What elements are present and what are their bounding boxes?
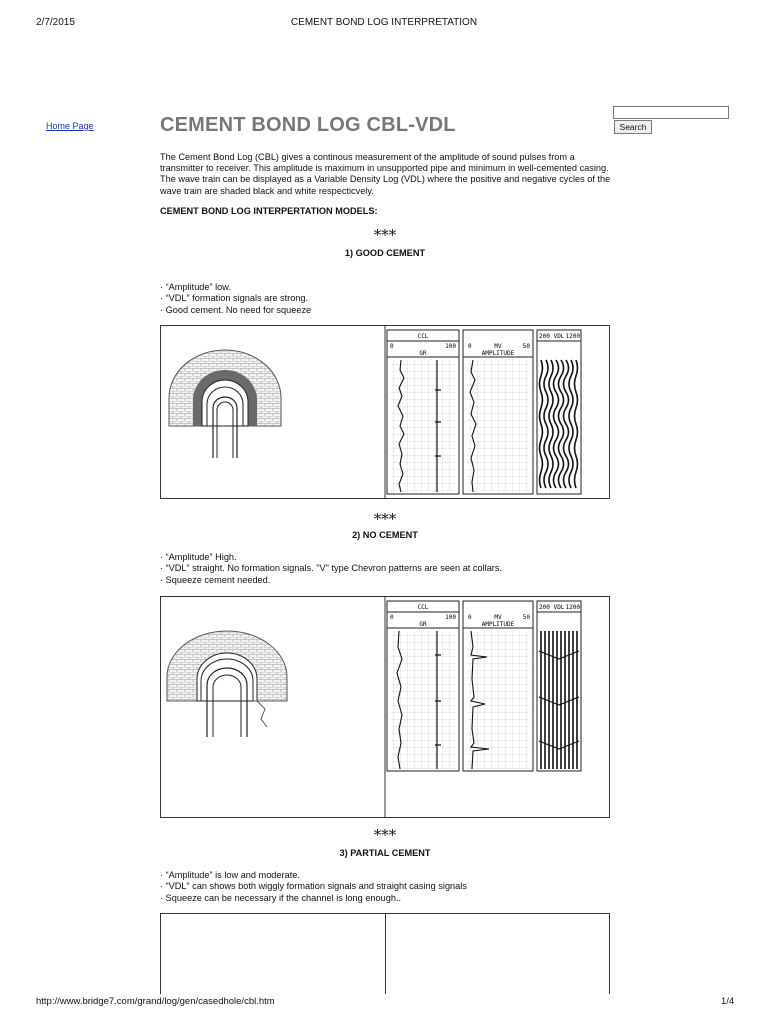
figure-no-cement [160, 596, 610, 818]
log-label-amplitude: AMPLITUDE [481, 350, 515, 357]
section-title-good-cement: 1) GOOD CEMENT [344, 248, 426, 258]
log-label-mv-max: 50 [522, 343, 530, 350]
log-label-gr-max: 100 [445, 343, 456, 350]
log-label-gr: GR [419, 621, 427, 628]
section-separator: *** [373, 826, 397, 844]
section-title-no-cement: 2) NO CEMENT [352, 530, 418, 540]
log-panel-good-cement [387, 330, 581, 494]
intro-paragraph: The Cement Bond Log (CBL) gives a continous measurement of the amplitude of sound pulses from a transmitter to receiver. This amplitude is maximum in unsupported pipe and minimum in well-cemented casing. The wave train can be displayed as a Variable Density Log (VDL) where the positive and negative cycles of the wave train are shaded black and white respecticvely. [160, 152, 611, 196]
bullet-item: · “Amplitude” is low and moderate. [160, 870, 300, 880]
log-label-gr-min: 0 [390, 343, 394, 350]
log-label-vdl: VDL [553, 333, 565, 340]
log-label-vdl-max: 1200 [565, 604, 580, 611]
bullet-item: · “VDL” straight. No formation signals. "V" type Chevron patterns are seen at collars. [160, 563, 503, 574]
log-label-ccl: CCL [417, 333, 429, 340]
log-label-mv-min: 0 [468, 343, 472, 350]
log-label-mv: MV [494, 614, 502, 621]
bullet-item: · “VDL” formation signals are strong. [160, 293, 309, 304]
figure-divider [385, 914, 386, 994]
figure-good-cement [160, 325, 610, 499]
header-date: 2/7/2015 [36, 17, 75, 28]
log-panel-no-cement [387, 601, 581, 771]
page-title: CEMENT BOND LOG CBL-VDL [160, 114, 456, 136]
bullet-item: · “Amplitude” High. [160, 552, 237, 562]
section-title-partial-cement: 3) PARTIAL CEMENT [339, 848, 431, 858]
bullet-item: · “Amplitude” low. [160, 282, 231, 292]
log-label-vdl-min: 200 [539, 333, 550, 340]
log-label-gr-min: 0 [390, 614, 394, 621]
footer-url: http://www.bridge7.com/grand/log/gen/casedhole/cbl.htm [36, 996, 275, 1007]
log-label-vdl-max: 1200 [565, 333, 580, 340]
log-label-ccl: CCL [417, 604, 429, 611]
wellbore-cross-section [167, 631, 287, 737]
home-page-link[interactable]: Home Page [46, 121, 94, 131]
wellbore-cross-section [169, 350, 281, 458]
bullet-item: · “VDL” can shows both wiggly formation signals and straight casing signals [160, 881, 467, 892]
vdl-wavy-pattern [540, 360, 578, 488]
log-label-mv: MV [494, 343, 502, 350]
section-separator: *** [373, 226, 397, 244]
models-heading: CEMENT BOND LOG INTERPERTATION MODELS: [160, 206, 378, 216]
log-label-vdl-min: 200 [539, 604, 550, 611]
footer-page-number: 1/4 [721, 996, 735, 1007]
bullet-item: · Squeeze cement needed. [160, 574, 271, 585]
bullet-item: · Good cement. No need for squeeze [160, 304, 312, 315]
log-label-gr-max: 100 [445, 614, 456, 621]
bullet-list-partial-cement [160, 870, 610, 904]
log-label-amplitude: AMPLITUDE [481, 621, 515, 628]
log-label-gr: GR [419, 350, 427, 357]
log-label-mv-min: 0 [468, 614, 472, 621]
header-title: CEMENT BOND LOG INTERPRETATION [290, 17, 478, 28]
log-label-mv-max: 50 [522, 614, 530, 621]
section-separator: *** [373, 510, 397, 528]
search-input[interactable] [613, 106, 729, 119]
bullet-list-no-cement [160, 552, 610, 586]
bullet-list-good-cement [160, 282, 610, 316]
search-button[interactable]: Search [614, 120, 652, 134]
log-label-vdl: VDL [553, 604, 565, 611]
figure-partial-cement [160, 913, 610, 994]
bullet-item: · Squeeze can be necessary if the channel is long enough.. [160, 892, 402, 903]
